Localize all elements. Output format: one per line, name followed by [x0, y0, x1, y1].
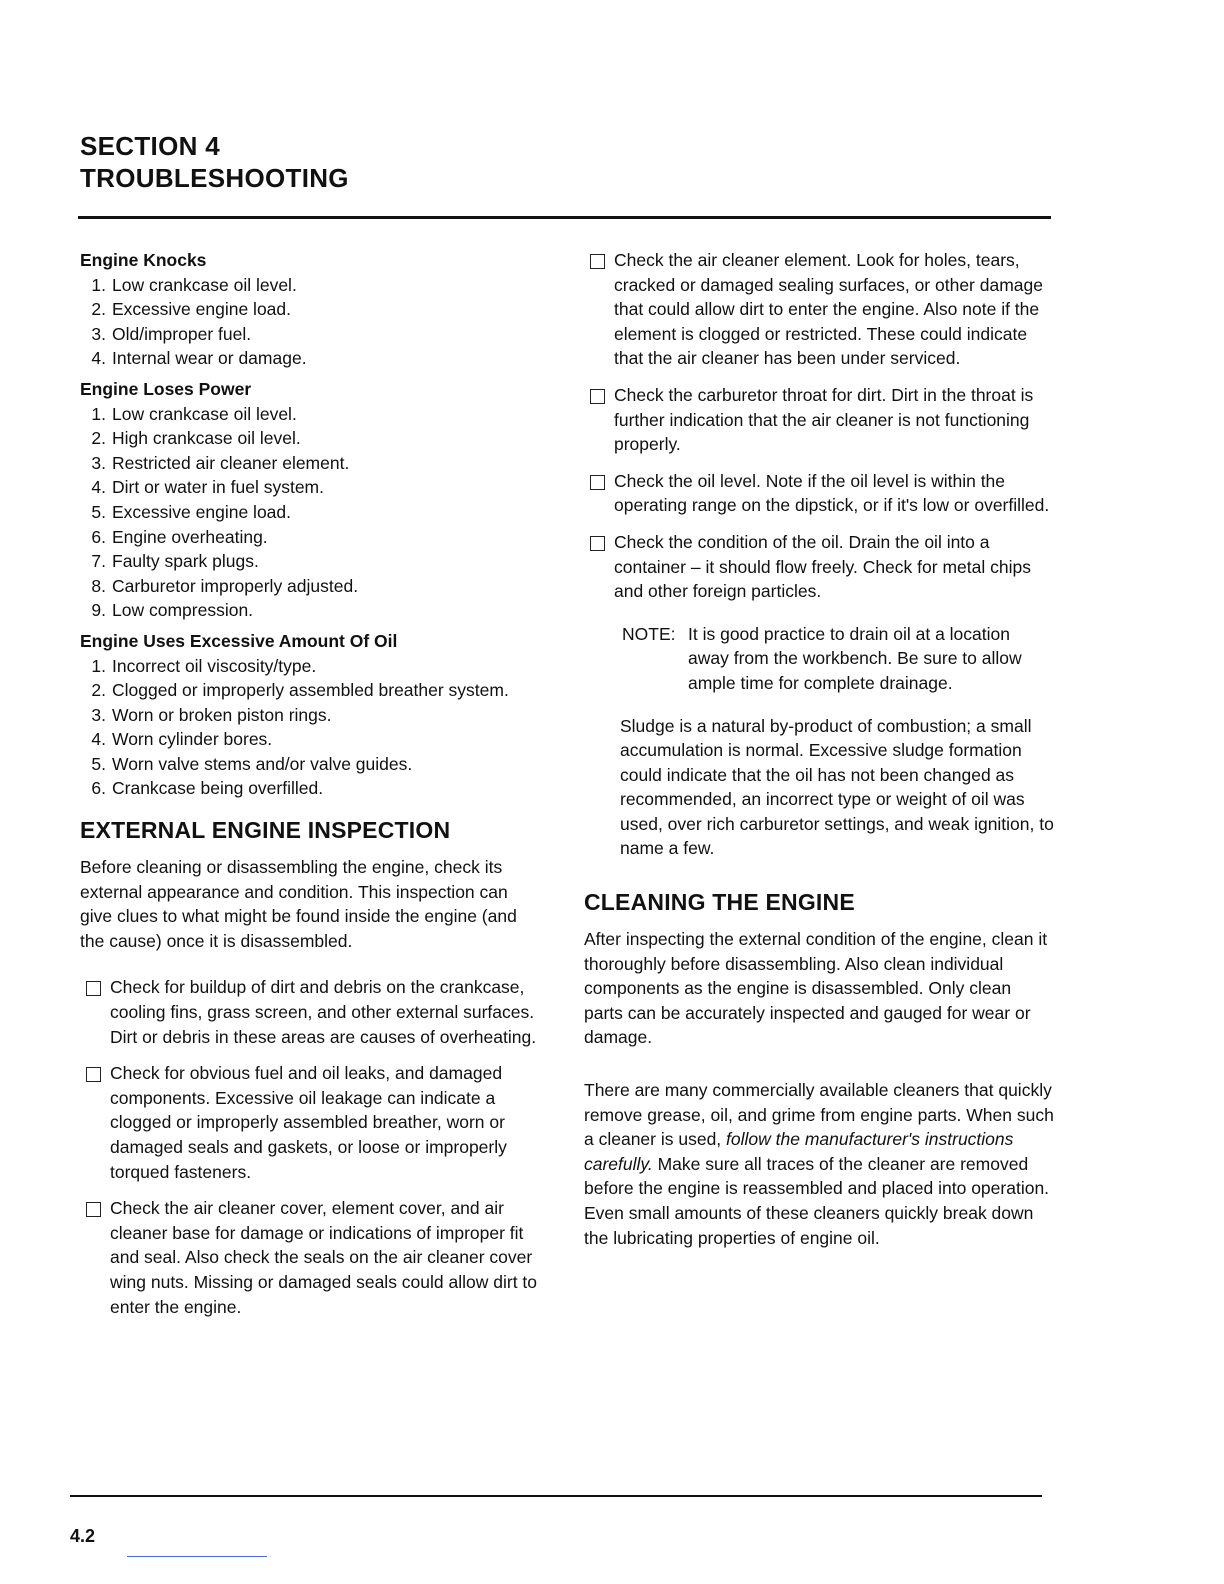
note-label: NOTE:	[622, 623, 676, 644]
checklist-text: Check the air cleaner element. Look for holes, tears, cracked or damaged sealing surfaces, or other damage that could allow dirt to enter the engine. Also note if the element is clogged or restricted. These could indicate that the air cleaner has been under serviced.	[614, 250, 1043, 369]
sludge-paragraph: Sludge is a natural by-product of combustion; a small accumulation is normal. Excessive sludge formation could indicate that the oil has not been changed as recommended, an incorrect type or weight of oil was used, over rich carburetor settings, and weak ignition, to name a few.	[620, 715, 1054, 859]
header-rule	[78, 216, 1051, 219]
list-number: 5.	[91, 753, 106, 774]
list-number: 6.	[91, 778, 106, 799]
checklist-item	[584, 248, 1054, 371]
list-text: Clogged or improperly assembled breather system.	[112, 680, 509, 701]
list-number: 5.	[91, 501, 106, 522]
checklist-text: Check the air cleaner cover, element cover, and air cleaner base for damage or indications of improper fit and seal. Also check the seals on the air cleaner cover wing nuts. Missing or damaged seals could allow dirt to enter the engine.	[110, 1198, 538, 1317]
checklist-text: Check for buildup of dirt and debris on the crankcase, cooling fins, grass screen, and other external surfaces. Dirt or debris in these areas are causes of overheating.	[110, 977, 537, 1047]
list-text: Internal wear or damage.	[112, 348, 307, 369]
list-item	[80, 574, 542, 599]
checkbox-icon	[590, 536, 605, 551]
checklist-item	[584, 530, 1054, 604]
cleaning-p2-start: There are many commercially available cleaners that quickly remove grease, oil, and grime from engine parts. When such a cleaner is used,	[584, 1080, 1054, 1150]
list-number: 6.	[91, 526, 106, 547]
engine-oil-list	[80, 654, 542, 802]
bottom-link-line	[127, 1556, 267, 1557]
list-text: Faulty spark plugs.	[112, 551, 259, 572]
list-item	[80, 500, 542, 525]
engine-oil-heading: Engine Uses Excessive Amount Of Oil	[80, 630, 398, 651]
list-number: 7.	[91, 551, 106, 572]
list-text: High crankcase oil level.	[112, 428, 301, 449]
page-number: 4.2	[70, 1526, 96, 1546]
checklist-item	[80, 1196, 542, 1319]
checkbox-icon	[86, 1067, 101, 1082]
list-item	[80, 322, 542, 347]
list-number: 8.	[91, 575, 106, 596]
list-number: 3.	[91, 704, 106, 725]
list-text: Low compression.	[112, 600, 254, 621]
list-number: 1.	[91, 274, 106, 295]
checklist-item	[80, 975, 542, 1049]
list-text: Excessive engine load.	[112, 299, 291, 320]
list-item	[80, 776, 542, 801]
list-text: Low crankcase oil level.	[112, 274, 297, 295]
list-text: Excessive engine load.	[112, 501, 291, 522]
list-number: 4.	[91, 348, 106, 369]
list-item	[80, 598, 542, 623]
list-text: Old/improper fuel.	[112, 323, 252, 344]
right-column	[584, 248, 1054, 1250]
external-inspection-title: EXTERNAL ENGINE INSPECTION	[80, 817, 451, 844]
list-item	[80, 475, 542, 500]
list-number: 1.	[91, 403, 106, 424]
cleaning-paragraph-1: After inspecting the external condition of the engine, clean it thoroughly before disassembling. Also clean individual components as the engine is disassembled. Only clean parts can be accurately inspected and gauged for wear or damage.	[584, 929, 1048, 1048]
checklist-text: Check the carburetor throat for dirt. Dirt in the throat is further indication that the air cleaner is not functioning properly.	[614, 384, 1034, 455]
section-number: SECTION 4	[80, 131, 220, 161]
list-number: 3.	[91, 323, 106, 344]
list-item	[80, 549, 542, 574]
list-number: 3.	[91, 452, 106, 473]
footer-rule	[70, 1495, 1042, 1497]
list-text: Worn or broken piston rings.	[112, 704, 332, 725]
list-item	[80, 727, 542, 752]
cleaning-paragraph-2	[584, 1078, 1054, 1250]
note-text: It is good practice to drain oil at a location away from the workbench. Be sure to allow ample time for complete drainage.	[688, 623, 1022, 693]
list-number: 9.	[91, 600, 106, 621]
list-number: 2.	[91, 299, 106, 320]
list-text: Worn cylinder bores.	[112, 729, 273, 750]
checklist-item	[80, 1061, 542, 1184]
checklist-text: Check the condition of the oil. Drain the oil into a container – it should flow freely. Check for metal chips and other foreign particles.	[614, 531, 1031, 602]
checklist-item	[584, 383, 1054, 457]
list-item	[80, 346, 542, 371]
list-item	[80, 426, 542, 451]
left-column	[80, 248, 542, 1331]
engine-knocks-list	[80, 273, 542, 371]
cleaning-title: CLEANING THE ENGINE	[584, 889, 855, 916]
list-item	[80, 273, 542, 298]
list-number: 2.	[91, 680, 106, 701]
engine-loses-power-list	[80, 402, 542, 623]
list-number: 4.	[91, 477, 106, 498]
list-item	[80, 654, 542, 679]
checklist-item	[584, 469, 1054, 518]
list-item	[80, 752, 542, 777]
list-item	[80, 678, 542, 703]
list-number: 4.	[91, 729, 106, 750]
list-text: Low crankcase oil level.	[112, 403, 297, 424]
list-number: 1.	[91, 655, 106, 676]
list-text: Engine overheating.	[112, 526, 268, 547]
engine-loses-power-heading: Engine Loses Power	[80, 378, 252, 399]
cleaning-p2-end: Make sure all traces of the cleaner are removed before the engine is reassembled and placed into operation. Even small amounts of these cleaners quickly break down the lubricating properties of engine oil.	[584, 1153, 1050, 1248]
section-title: TROUBLESHOOTING	[80, 163, 349, 193]
list-text: Carburetor improperly adjusted.	[112, 575, 359, 596]
checkbox-icon	[590, 389, 605, 404]
external-inspection-intro: Before cleaning or disassembling the engine, check its external appearance and condition. This inspection can give clues to what might be found inside the engine (and the cause) once it is disassembled.	[80, 857, 517, 951]
list-number: 2.	[91, 428, 106, 449]
checkbox-icon	[590, 475, 605, 490]
list-text: Dirt or water in fuel system.	[112, 477, 324, 498]
checkbox-icon	[590, 254, 605, 269]
checkbox-icon	[86, 1202, 101, 1217]
list-item	[80, 703, 542, 728]
list-item	[80, 402, 542, 427]
list-text: Crankcase being overfilled.	[112, 778, 324, 799]
page-header	[80, 130, 349, 194]
list-text: Worn valve stems and/or valve guides.	[112, 753, 413, 774]
note-block	[622, 622, 1054, 696]
checkbox-icon	[86, 981, 101, 996]
list-item	[80, 525, 542, 550]
engine-knocks-heading: Engine Knocks	[80, 250, 207, 270]
checklist-text: Check the oil level. Note if the oil level is within the operating range on the dipstick, or if it's low or overfilled.	[614, 470, 1050, 516]
cleaning-p2-emphasis: follow the manufacturer's instructions carefully.	[584, 1129, 1014, 1174]
checklist-text: Check for obvious fuel and oil leaks, and damaged components. Excessive oil leakage can indicate a clogged or improperly assembled breather, worn or damaged seals and gaskets, or loose or improperly torqued fasteners.	[110, 1063, 507, 1182]
list-text: Restricted air cleaner element.	[112, 452, 350, 473]
list-text: Incorrect oil viscosity/type.	[112, 655, 317, 676]
list-item	[80, 451, 542, 476]
list-item	[80, 297, 542, 322]
